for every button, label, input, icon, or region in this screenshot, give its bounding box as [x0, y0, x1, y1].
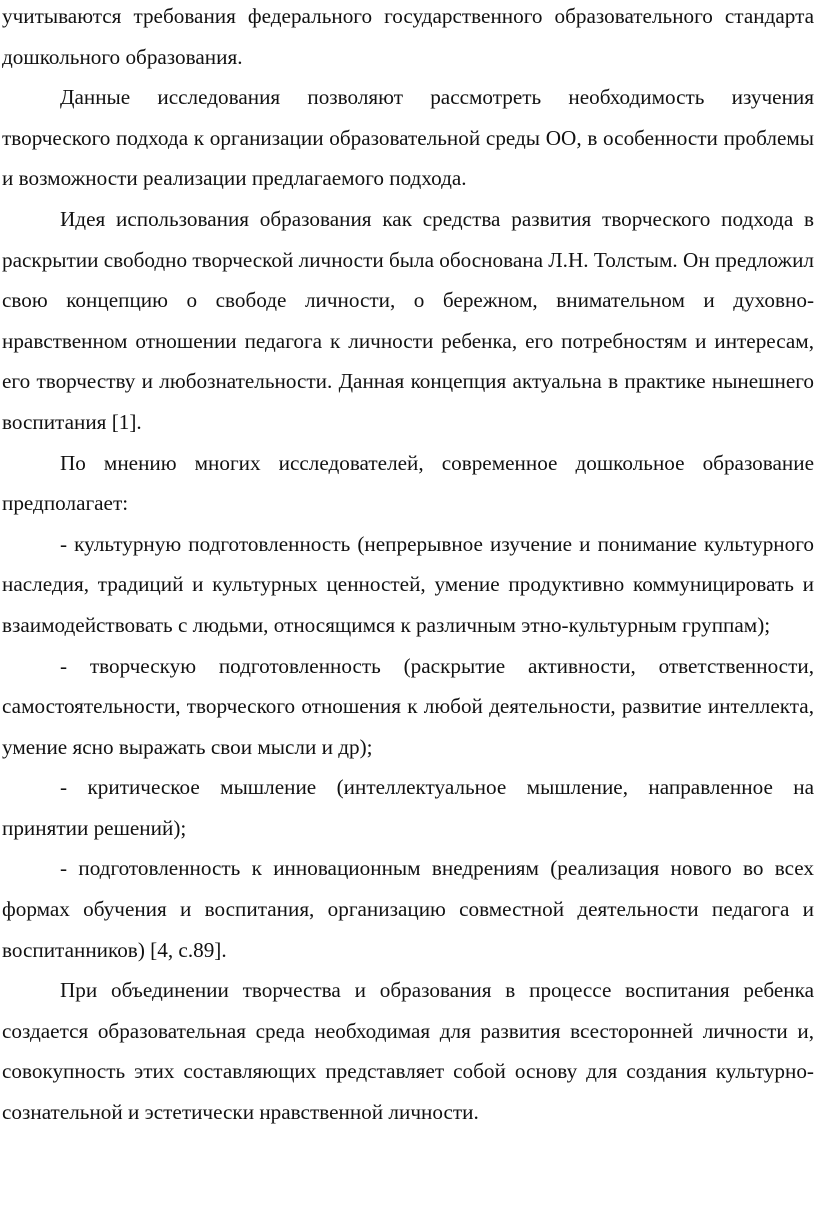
paragraph-conclusion: При объединении творчества и образования в процессе воспитания ребенка создается образовательная среда необходимая для развития всесторонней личности и, совокупность этих составляющих представляет собой основу для создания культурно-сознательной и эстетически нравственной личности. [2, 978, 814, 1125]
list-item-cultural-readiness: - культурную подготовленность (непрерывное изучение и понимание культурного наследия, традиций и культурных ценностей, умение продуктивно коммуницировать и взаимодействовать с людьми, относящимся к различным этно-культурным группам); [2, 531, 814, 637]
paragraph-research: Данные исследования позволяют рассмотреть необходимость изучения творческого подхода к организации образовательной среды ОО, в особенности проблемы и возможности реализации предлагаемого подхода. [2, 85, 814, 191]
list-item-creative-readiness: - творческую подготовленность (раскрытие активности, ответственности, самостоятельности, творческого отношения к любой деятельности, развитие интеллекта, умение ясно выражать свои мысли и др); [2, 653, 814, 759]
paragraph-researchers-opinion: По мнению многих исследователей, современное дошкольное образование предполагает: [2, 450, 814, 516]
paragraph-continuation: учитываются требования федерального государственного образовательного стандарта дошкольного образования. [2, 4, 814, 69]
list-item-innovation-readiness: - подготовленность к инновационным внедрениям (реализация нового во всех формах обучения и воспитания, организацию совместной деятельности педагога и воспитанников) [4, с.89]. [2, 856, 814, 962]
list-item-critical-thinking: - критическое мышление (интеллектуальное мышление, направленное на принятии решений); [2, 775, 814, 840]
paragraph-tolstoy: Идея использования образования как средства развития творческого подхода в раскрытии свободно творческой личности была обоснована Л.Н. Толстым. Он предложил свою концепцию о свободе личности, о бережном, внимательном и духовно-нравственном отношении педагога к личности ребенка, его потребностям и интересам, его творчеству и любознательности. Данная концепция актуальна в практике нынешнего воспитания [1]. [2, 206, 814, 434]
